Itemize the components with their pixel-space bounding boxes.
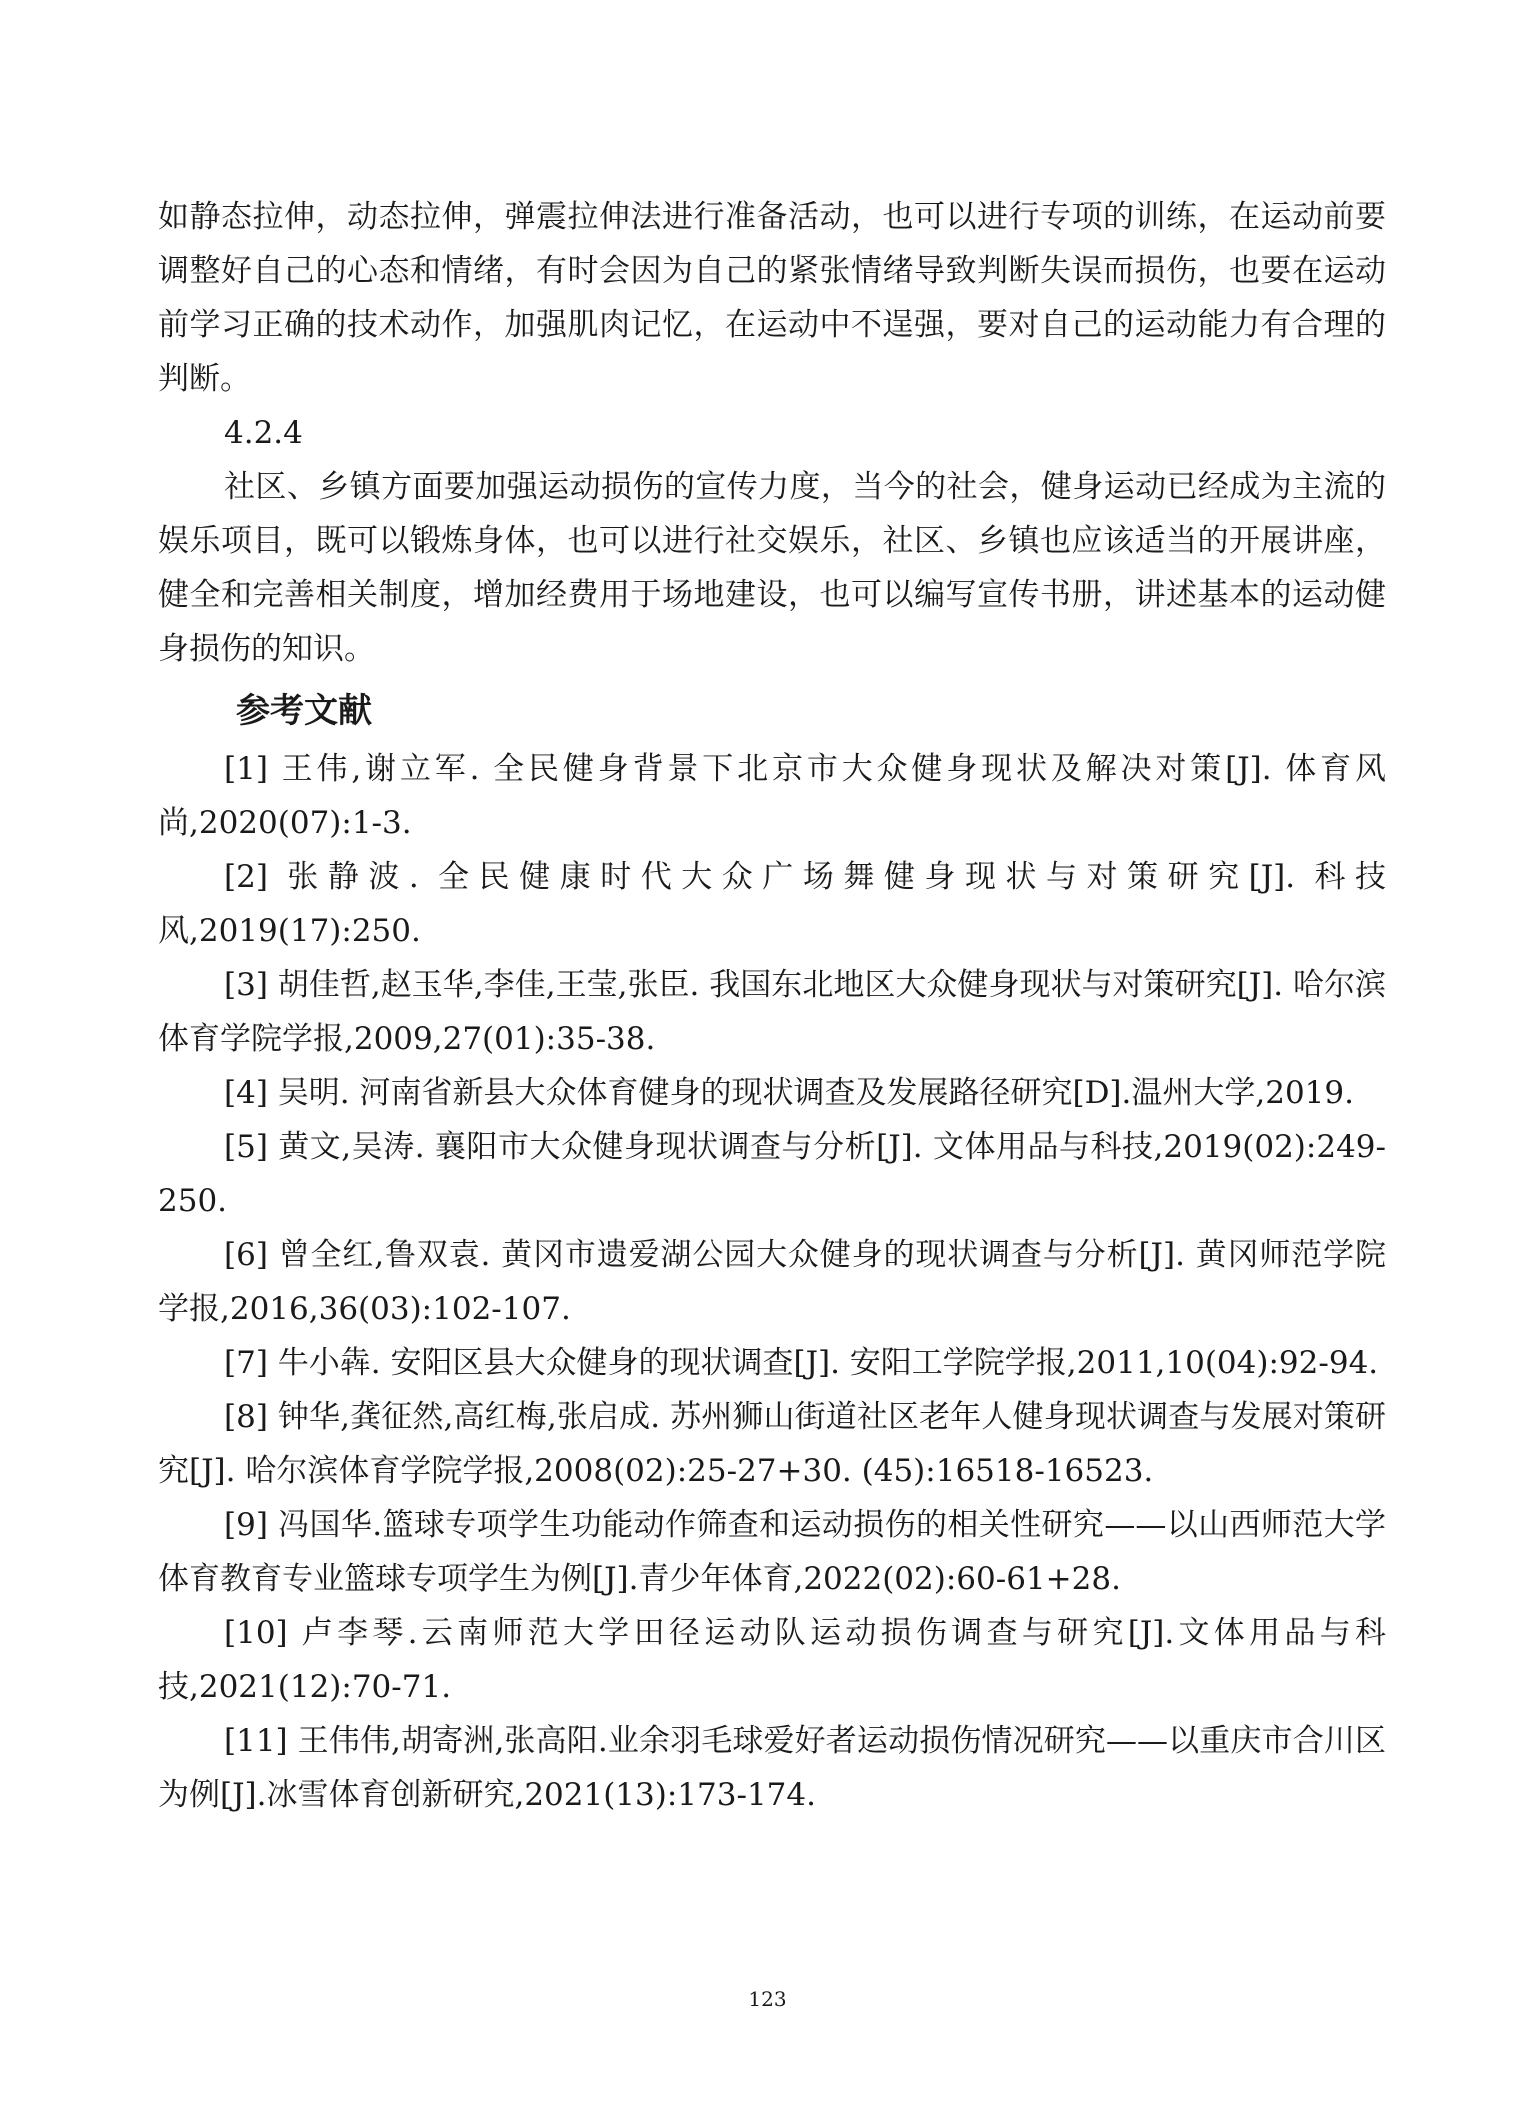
body-paragraph-2: 社区、乡镇方面要加强运动损伤的宣传力度，当今的社会，健身运动已经成为主流的娱乐项目，既可以锻炼身体，也可以进行社交娱乐，社区、乡镇也应该适当的开展讲座，健全和完善相关制度，增加经费用于场地建设，也可以编写宣传书册，讲述基本的运动健身损伤的知识。 <box>158 469 1386 667</box>
reference-item-9: [9] 冯国华.篮球专项学生功能动作筛查和运动损伤的相关性研究——以山西师范大学体育教育专业篮球专项学生为例[J].青少年体育,2022(02):60-61+28. <box>158 1507 1386 1597</box>
reference-item-7: [7] 牛小犇. 安阳区县大众健身的现状调查[J]. 安阳工学院学报,2011,10(04):92-94. <box>224 1345 1379 1381</box>
reference-item-6: [6] 曾全红,鲁双袁. 黄冈市遗爱湖公园大众健身的现状调查与分析[J]. 黄冈师范学院学报,2016,36(03):102-107. <box>158 1237 1386 1327</box>
reference-item-1: [1] 王伟,谢立军. 全民健身背景下北京市大众健身现状及解决对策[J]. 体育风尚,2020(07):1-3. <box>158 751 1386 841</box>
reference-item-11: [11] 王伟伟,胡寄洲,张高阳.业余羽毛球爱好者运动损伤情况研究——以重庆市合川区为例[J].冰雪体育创新研究,2021(13):173-174. <box>158 1723 1386 1813</box>
references-heading: 参考文献 <box>236 691 372 731</box>
reference-item-4: [4] 吴明. 河南省新县大众体育健身的现状调查及发展路径研究[D].温州大学,2019. <box>224 1075 1354 1111</box>
reference-item-3: [3] 胡佳哲,赵玉华,李佳,王莹,张臣. 我国东北地区大众健身现状与对策研究[J]. 哈尔滨体育学院学报,2009,27(01):35-38. <box>158 967 1386 1057</box>
body-paragraph-1: 如静态拉伸，动态拉伸，弹震拉伸法进行准备活动，也可以进行专项的训练，在运动前要调整好自己的心态和情绪，有时会因为自己的紧张情绪导致判断失误而损伤，也要在运动前学习正确的技术动作，加强肌肉记忆，在运动中不逞强，要对自己的运动能力有合理的判断。 <box>158 199 1386 397</box>
page-number: 123 <box>748 1987 787 2011</box>
reference-list <box>158 742 1386 1822</box>
reference-item-2: [2] 张静波. 全民健康时代大众广场舞健身现状与对策研究[J]. 科技风,2019(17):250. <box>158 859 1386 949</box>
reference-item-5: [5] 黄文,吴涛. 襄阳市大众健身现状调查与分析[J]. 文体用品与科技,2019(02):249-250. <box>158 1129 1386 1219</box>
reference-item-10: [10] 卢李琴.云南师范大学田径运动队运动损伤调查与研究[J].文体用品与科技,2021(12):70-71. <box>158 1615 1386 1705</box>
section-number: 4.2.4 <box>224 415 303 451</box>
page-content <box>158 190 1386 1822</box>
reference-item-8: [8] 钟华,龚征然,高红梅,张启成. 苏州狮山街道社区老年人健身现状调查与发展对策研究[J]. 哈尔滨体育学院学报,2008(02):25-27+30. (45):16518-16523. <box>158 1399 1386 1489</box>
